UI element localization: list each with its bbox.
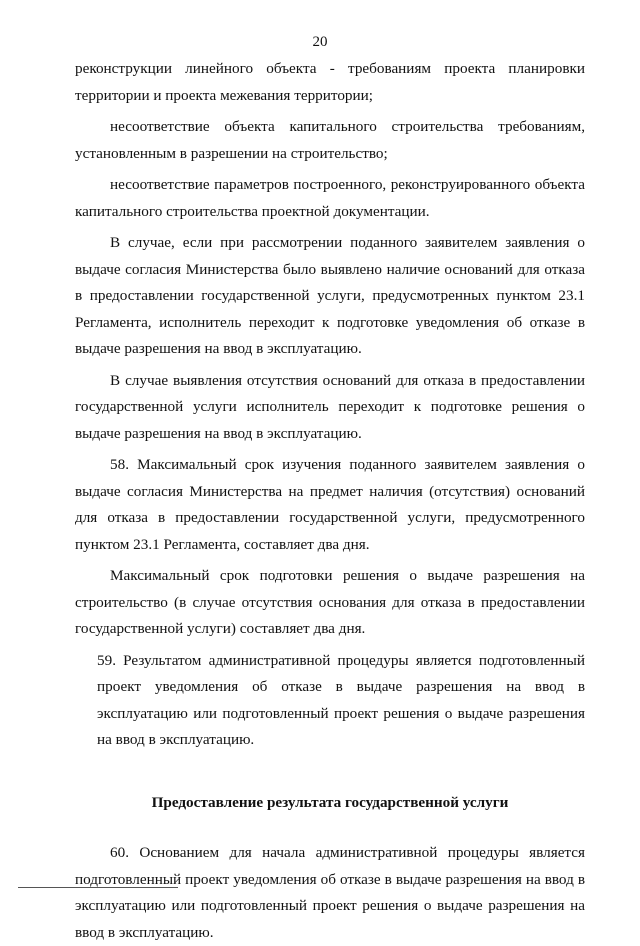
paragraph-max-term: Максимальный срок подготовки решения о выдаче разрешения на строительство (в случае отсутствия основания для отказа в предоставлении государственной услуги) составляет два дня. <box>75 567 585 637</box>
paragraph-noncompliance-permit: несоответствие объекта капитального строительства требованиям, установленным в разрешении на строительство; <box>75 118 585 162</box>
paragraph-58: 58. Максимальный срок изучения поданного заявителем заявления о выдаче согласия Министерства на предмет наличия (отсутствия) оснований для отказа в предоставлении государственной услуги, предусмотренного пунктом 23.1 Регламента, составляет два дня. <box>75 456 585 553</box>
paragraph-continuation: реконструкции линейного объекта - требованиям проекта планировки территории и проекта межевания территории; <box>75 60 585 104</box>
document-body <box>75 56 585 946</box>
paragraph-59: 59. Результатом административной процедуры является подготовленный проект уведомления об отказе в выдаче разрешения на ввод в эксплуатацию или подготовленный проект решения о выдаче разрешения на ввод в эксплуатацию. <box>97 651 585 748</box>
paragraph-60: 60. Основанием для начала административной процедуры является подготовленный проект уведомления об отказе в выдаче разрешения на ввод в эксплуатацию или подготовленный проект решения о выдаче разрешения на ввод в эксплуатацию. <box>75 844 585 941</box>
footer-rule <box>18 887 178 888</box>
page-number: 20 <box>312 34 328 50</box>
paragraph-no-refusal-grounds: В случае выявления отсутствия оснований для отказа в предоставлении государственной услуги исполнитель переходит к подготовке решения о выдаче разрешения на ввод в эксплуатацию. <box>75 371 585 442</box>
paragraph-refusal-grounds: В случае, если при рассмотрении поданного заявителем заявления о выдаче согласия Министерства было выявлено наличие оснований для отказа в предоставлении государственной услуги, предусмотренных пунктом 23.1 Регламента, исполнитель переходит к подготовке уведомления об отказе в выдаче разрешения на ввод в эксплуатацию. <box>75 234 585 357</box>
paragraph-noncompliance-parameters: несоответствие параметров построенного, реконструированного объекта капитального строительства проектной документации. <box>75 176 585 220</box>
section-heading: Предоставление результата государственной услуги <box>151 793 509 811</box>
